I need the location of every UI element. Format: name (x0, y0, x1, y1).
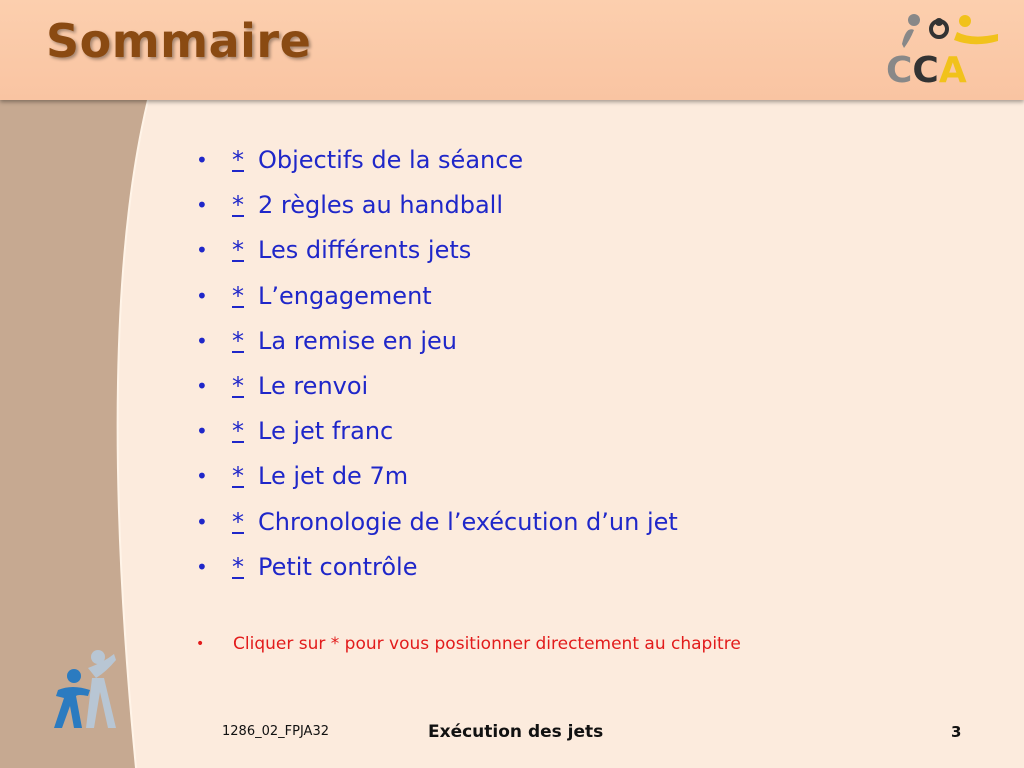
footer-document-code: 1286_02_FPJA32 (222, 724, 329, 739)
bullet-icon: • (196, 283, 208, 308)
bullet-icon: • (196, 193, 208, 218)
jet-franc-link[interactable]: * (232, 417, 244, 446)
slide-header (0, 0, 1024, 100)
slide-title: Sommaire (46, 14, 312, 68)
agenda-item-label: Le jet de 7m (258, 462, 409, 491)
regles-link[interactable]: * (232, 191, 244, 220)
bullet-icon: • (196, 509, 208, 534)
differents-jets-link[interactable]: * (232, 236, 244, 265)
engagement-link[interactable]: * (232, 281, 244, 310)
footer-title: Exécution des jets (428, 722, 604, 742)
agenda-item-label: Petit contrôle (258, 552, 418, 581)
jet-7m-link[interactable]: * (232, 462, 244, 491)
chronologie-link[interactable]: * (232, 507, 244, 536)
bullet-icon: • (196, 328, 208, 353)
agenda-item-label: Chronologie de l’exécution d’un jet (258, 507, 678, 536)
bullet-icon: • (196, 554, 208, 579)
bullet-icon: • (196, 464, 208, 489)
handball-player-icon (52, 648, 122, 732)
remise-en-jeu-link[interactable]: * (232, 326, 244, 355)
agenda-item-label: Le renvoi (258, 371, 369, 400)
agenda-item-label: La remise en jeu (258, 326, 458, 355)
renvoi-link[interactable]: * (232, 371, 244, 400)
agenda-item-label: Objectifs de la séance (258, 146, 524, 174)
logo-letter-c2: C (912, 50, 939, 90)
agenda-item-label: Les différents jets (258, 236, 472, 265)
bullet-icon: • (196, 636, 205, 652)
bullet-icon: • (196, 238, 208, 263)
bullet-icon: • (196, 373, 208, 398)
petit-controle-link[interactable]: * (232, 552, 244, 581)
instruction-note-text: Cliquer sur * pour vous positionner directement au chapitre (233, 634, 741, 654)
logo-letter-a: A (938, 50, 967, 90)
agenda-item-label: Le jet franc (258, 417, 394, 446)
club-logo (884, 10, 1004, 90)
agenda-item-label: L’engagement (258, 281, 432, 310)
page-number: 3 (951, 723, 962, 741)
logo-letter-c1: C (886, 50, 913, 90)
agenda-item-label: 2 règles au handball (258, 191, 503, 220)
logo-figures-icon (902, 14, 998, 48)
objectifs-link[interactable]: * (232, 146, 244, 174)
logo-text (886, 50, 967, 90)
bullet-icon: • (196, 419, 208, 444)
bullet-icon: • (196, 148, 208, 172)
